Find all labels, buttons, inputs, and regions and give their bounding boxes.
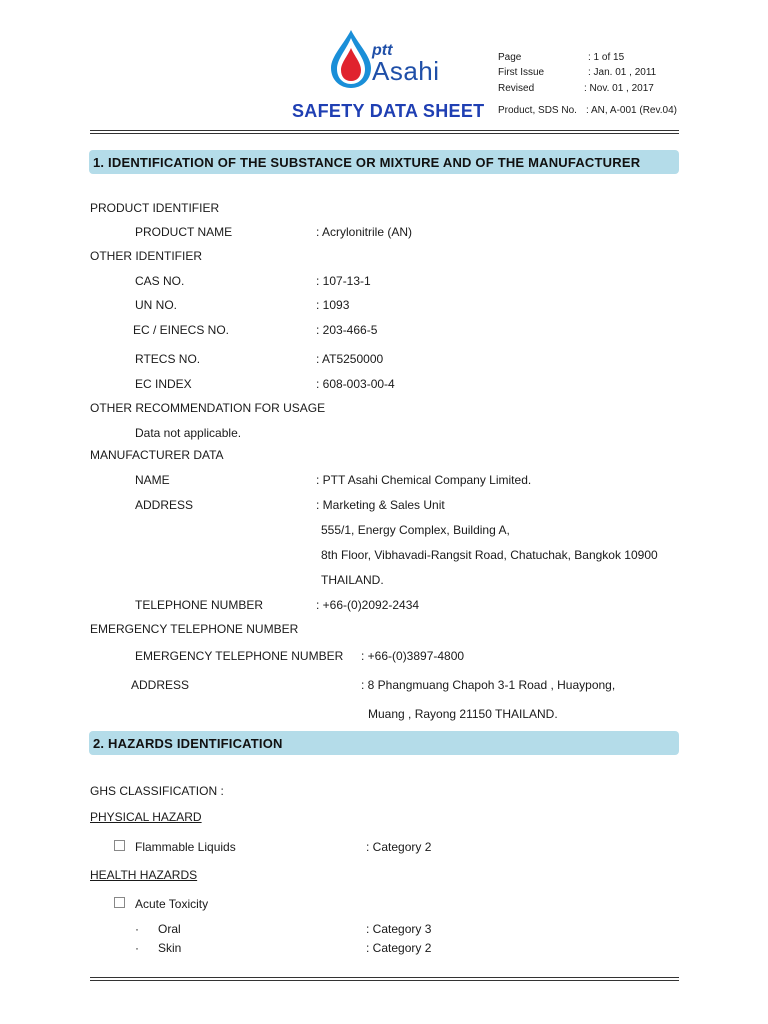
product-name-label: PRODUCT NAME [135, 225, 233, 239]
header-divider [90, 133, 679, 134]
logo-asahi-text: Asahi [372, 56, 440, 86]
meta-value: : 1 of 15 [588, 52, 625, 63]
meta-label: Product, SDS No. [498, 105, 577, 116]
physical-hazard-heading: PHYSICAL HAZARD [90, 810, 202, 824]
rtecs-value: : AT5250000 [316, 352, 384, 366]
oral-value: : Category 3 [366, 922, 432, 936]
checkbox-icon [114, 840, 125, 851]
bullet-icon: · [135, 941, 139, 955]
telephone-label: TELEPHONE NUMBER [135, 598, 264, 612]
section-2-heading [89, 731, 679, 755]
emergency-address-label: ADDRESS [131, 678, 190, 692]
emergency-tel-label: EMERGENCY TELEPHONE NUMBER [135, 649, 344, 663]
meta-label: Page [498, 52, 522, 63]
meta-value: : Nov. 01 , 2017 [584, 83, 654, 94]
address-line: THAILAND. [321, 573, 384, 587]
un-value: : 1093 [316, 298, 350, 312]
footer-divider [90, 977, 679, 978]
flammable-label: Flammable Liquids [135, 840, 236, 854]
ec-index-label: EC INDEX [135, 377, 192, 391]
section-heading-text: 2. HAZARDS IDENTIFICATION [93, 736, 283, 751]
bullet-icon: · [135, 922, 139, 936]
name-label: NAME [135, 473, 170, 487]
name-value: : PTT Asahi Chemical Company Limited. [316, 473, 532, 487]
footer-divider [90, 980, 679, 981]
usage-note: Data not applicable. [135, 426, 242, 440]
logo-ptt-text: ptt [372, 42, 393, 59]
acute-toxicity-label: Acute Toxicity [135, 897, 209, 911]
address-line: 8th Floor, Vibhavadi-Rangsit Road, Chatuchak, Bangkok 10900 [321, 548, 658, 562]
health-hazards-heading: HEALTH HAZARDS [90, 868, 198, 882]
ghs-classification-heading: GHS CLASSIFICATION : [90, 784, 224, 798]
rtecs-label: RTECS NO. [135, 352, 201, 366]
manufacturer-data-heading: MANUFACTURER DATA [90, 448, 224, 462]
checkbox-icon [114, 897, 125, 908]
header-divider [90, 130, 679, 131]
ec-value: : 203-466-5 [316, 323, 378, 337]
ec-label: EC / EINECS NO. [133, 323, 230, 337]
product-name-value: : Acrylonitrile (AN) [316, 225, 413, 239]
other-identifier-heading: OTHER IDENTIFIER [90, 249, 203, 263]
flammable-value: : Category 2 [366, 840, 432, 854]
ec-index-value: : 608-003-00-4 [316, 377, 395, 391]
section-1-heading [89, 150, 679, 174]
telephone-value: : +66-(0)2092-2434 [316, 598, 420, 612]
address-label: ADDRESS [135, 498, 194, 512]
meta-value: : Jan. 01 , 2011 [588, 67, 657, 78]
meta-label: First Issue [498, 67, 545, 78]
other-recommendation-heading: OTHER RECOMMENDATION FOR USAGE [90, 401, 326, 415]
meta-label: Revised [498, 83, 535, 94]
emergency-address-line: : 8 Phangmuang Chapoh 3-1 Road , Huaypong, [361, 678, 616, 692]
address-line: : Marketing & Sales Unit [316, 498, 445, 512]
document-title: SAFETY DATA SHEET [292, 101, 485, 121]
product-identifier-heading: PRODUCT IDENTIFIER [90, 201, 220, 215]
emergency-address-line: Muang , Rayong 21150 THAILAND. [368, 707, 558, 721]
cas-value: : 107-13-1 [316, 274, 371, 288]
address-line: 555/1, Energy Complex, Building A, [321, 523, 510, 537]
un-label: UN NO. [135, 298, 177, 312]
skin-value: : Category 2 [366, 941, 432, 955]
emergency-tel-value: : +66-(0)3897-4800 [361, 649, 465, 663]
cas-label: CAS NO. [135, 274, 185, 288]
meta-value: : AN, A-001 (Rev.04) [586, 105, 677, 116]
emergency-heading: EMERGENCY TELEPHONE NUMBER [90, 622, 299, 636]
oral-label: Oral [158, 922, 181, 936]
section-heading-text: 1. IDENTIFICATION OF THE SUBSTANCE OR MIXTURE AND OF THE MANUFACTURER [93, 155, 641, 170]
skin-label: Skin [158, 941, 182, 955]
